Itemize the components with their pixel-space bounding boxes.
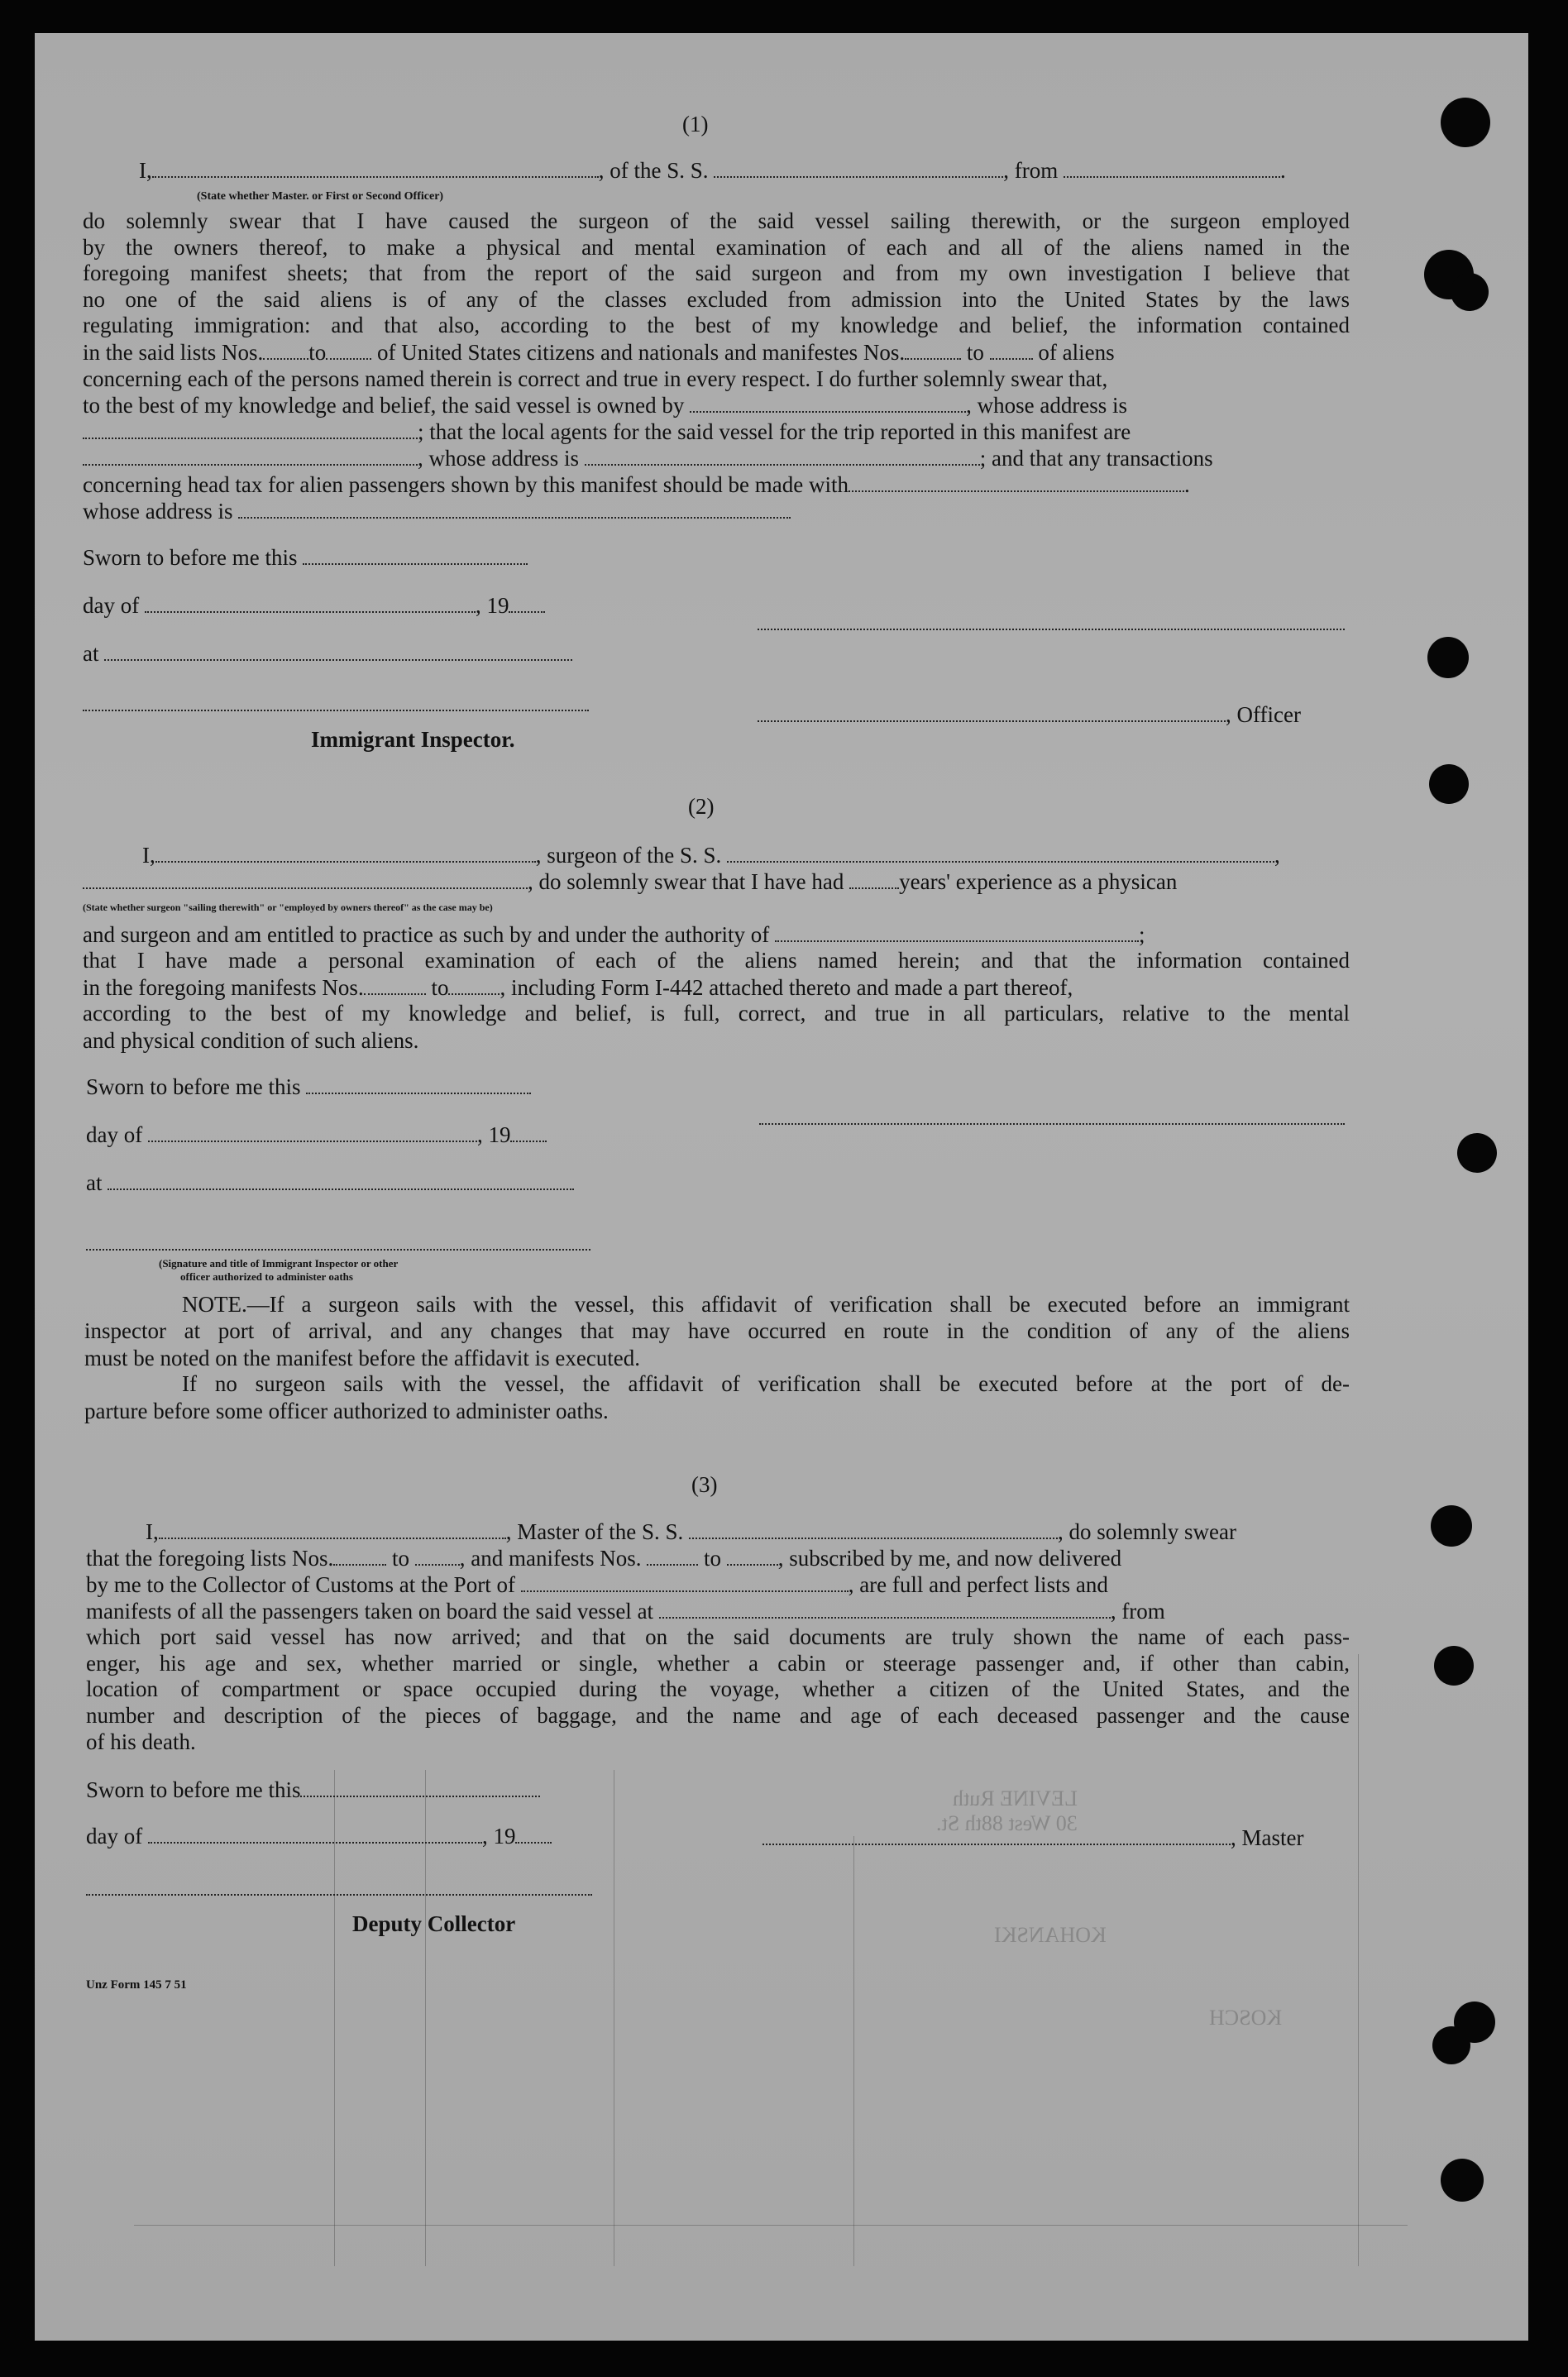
collector-signature-line[interactable] <box>86 1894 592 1896</box>
owner-field[interactable] <box>690 395 966 413</box>
punch-hole <box>1431 1505 1472 1547</box>
whose-address-line <box>83 498 791 524</box>
body-line: of his death. <box>86 1729 196 1754</box>
section-1-number: (1) <box>682 112 709 136</box>
text: , 19 <box>481 1824 516 1849</box>
body-line: which port said vessel has now arrived; and that on the said documents are truly shown the name of each pass- <box>86 1624 1350 1649</box>
manifest-from-field[interactable] <box>647 1547 698 1566</box>
section-3-line-2 <box>86 1545 1121 1571</box>
body-line: concerning each of the persons named therein is correct and true in every respect. I do further solemnly swear that, <box>83 366 1108 391</box>
agents-line <box>83 418 1131 445</box>
body-line: number and description of the pieces of baggage, and the name and age of each deceased passenger and the cause <box>86 1702 1350 1728</box>
day-of-line <box>86 1823 552 1849</box>
text: that the foregoing lists Nos. <box>86 1546 334 1571</box>
at-field[interactable] <box>108 1172 574 1190</box>
immigrant-inspector-label: Immigrant Inspector. <box>311 727 515 752</box>
day-of-line <box>83 592 545 619</box>
text: , do solemnly swear <box>1057 1519 1236 1544</box>
owned-line <box>83 392 1127 418</box>
text: Sworn to before me this <box>86 1777 301 1802</box>
signature-line[interactable] <box>758 629 1345 630</box>
text: of United States citizens and nationals and manifestes Nos. <box>377 340 906 365</box>
text: at <box>86 1170 103 1195</box>
form-number: Unz Form 145 7 51 <box>86 1978 187 1992</box>
section-3-line-1 <box>146 1519 1236 1545</box>
years-experience-field[interactable] <box>849 871 899 889</box>
authority-field[interactable] <box>775 924 1139 942</box>
body-line: enger, his age and sex, whether married or single, whether a cabin or steerage passenger and, if other than cabin, <box>86 1650 1350 1676</box>
sworn-date-field[interactable] <box>306 1076 531 1094</box>
body-line: by the owners thereof, to make a physical and mental examination of each and all of the aliens named in the <box>83 234 1350 260</box>
day-of-line <box>86 1122 547 1148</box>
text: , surgeon of the S. S. <box>535 843 722 868</box>
punch-hole <box>1451 273 1489 311</box>
text: to <box>703 1546 721 1571</box>
note-line: NOTE.—If a surgeon sails with the vessel, this affidavit of verification shall be executed before an immigrant <box>182 1292 1350 1317</box>
manifest-from-field[interactable] <box>905 342 961 360</box>
at-field[interactable] <box>104 643 572 661</box>
list-from-field[interactable] <box>263 342 308 360</box>
text: , 19 <box>475 593 509 618</box>
text: ; that the local agents for the said vessel for the trip reported in this manifest are <box>418 419 1131 444</box>
surgeon-status-field[interactable] <box>83 871 528 889</box>
master-signature-field[interactable] <box>762 1827 1231 1845</box>
vessel-name-field[interactable] <box>714 160 1003 178</box>
address-line <box>83 445 1213 471</box>
officer-note: (State whether Master. or First or Second Officer) <box>197 190 444 203</box>
note-paragraph-1b <box>84 1318 1350 1345</box>
headtax-contact-field[interactable] <box>849 474 1184 492</box>
at-line <box>83 640 572 667</box>
sworn-date-field[interactable] <box>303 547 528 565</box>
text: Sworn to before me this <box>86 1074 301 1099</box>
text: by me to the Collector of Customs at the Port of <box>86 1572 515 1597</box>
sworn-line <box>86 1074 531 1100</box>
text: to <box>966 340 984 365</box>
master-signature-line <box>762 1825 1303 1851</box>
text: , whose address is <box>418 446 579 471</box>
section-2-body <box>83 948 1350 974</box>
note-paragraph-2 <box>84 1371 1350 1398</box>
at-line <box>86 1169 574 1196</box>
headtax-address-field[interactable] <box>238 500 791 519</box>
bleed-through-text: LEVINE Ruth <box>953 1786 1078 1810</box>
body-line: foregoing manifest sheets; that from the report of the said surgeon and from my own investigation I believe that <box>83 261 1350 285</box>
text: to <box>391 1546 409 1571</box>
list-from-field[interactable] <box>333 1547 386 1566</box>
bleed-through-line <box>134 2225 1408 2226</box>
deputy-collector-label: Deputy Collector <box>352 1911 516 1936</box>
sworn-date-field[interactable] <box>300 1779 540 1797</box>
text: I, <box>142 843 155 868</box>
text: , including Form I-442 attached thereto and made a part thereof, <box>500 975 1073 1000</box>
note-line: inspector at port of arrival, and any changes that may have occurred en route in the condition of any of the aliens <box>84 1318 1350 1343</box>
section-2-body-2 <box>83 1001 1350 1027</box>
section-1-line-1: I, , of the S. S. , from . <box>139 158 1286 183</box>
signature-note-2: officer authorized to administer oaths <box>180 1270 353 1283</box>
text-of-ss: , of the S. S. <box>598 158 709 183</box>
bleed-through-line <box>853 1836 854 2266</box>
text: day of <box>83 593 140 618</box>
text: ; and that any transactions <box>979 446 1213 471</box>
bleed-through-text: KOHANSKI <box>994 1923 1107 1947</box>
officer-signature-line <box>758 701 1301 728</box>
headtax-line: concerning head tax for alien passengers shown by this manifest should be made with . <box>83 472 1190 497</box>
text: to <box>431 975 449 1000</box>
agents-field[interactable] <box>83 447 418 466</box>
text: concerning head tax for alien passengers shown by this manifest should be made with <box>83 472 849 497</box>
punch-hole <box>1429 764 1469 804</box>
embarkation-port-field[interactable] <box>659 1600 1111 1619</box>
text: at <box>83 641 99 666</box>
year-field[interactable] <box>509 595 545 613</box>
punch-hole <box>1434 1646 1474 1686</box>
text: , 19 <box>476 1122 511 1147</box>
text: , are full and perfect lists and <box>848 1572 1108 1597</box>
text: day of <box>86 1122 143 1147</box>
surgeon-signature-line[interactable] <box>759 1123 1345 1125</box>
year-field[interactable] <box>515 1825 552 1844</box>
section-3-number: (3) <box>691 1472 718 1497</box>
text: in the said lists Nos. <box>83 340 264 365</box>
text: of aliens <box>1038 340 1115 365</box>
text: Sworn to before me this <box>83 545 298 570</box>
surgeon-name-field[interactable] <box>155 844 536 863</box>
text: , from <box>1110 1599 1165 1624</box>
punch-hole <box>1457 1133 1497 1173</box>
agents-address-field[interactable] <box>585 447 980 466</box>
text: , Master of the S. S. <box>505 1519 684 1544</box>
text: , and manifests Nos. <box>459 1546 642 1571</box>
text-from: , from <box>1003 158 1059 183</box>
year-field[interactable] <box>510 1124 547 1142</box>
inspector-signature-line[interactable] <box>86 1249 590 1251</box>
manifest-to-field[interactable] <box>727 1547 778 1566</box>
day-of-field[interactable] <box>145 595 476 613</box>
body-line: that I have made a personal examination of each of the aliens named herein; and that the information contained <box>83 948 1350 973</box>
text: years' experience as a physican <box>899 869 1178 894</box>
section-2-line-2 <box>83 868 1177 895</box>
punch-hole <box>1441 2159 1484 2202</box>
port-field[interactable] <box>521 1574 849 1592</box>
note-line: If no surgeon sails with the vessel, the affidavit of verification shall be executed before at the port of de- <box>182 1371 1350 1396</box>
section-2-line-1 <box>142 842 1280 868</box>
body-line: and physical condition of such aliens. <box>83 1028 419 1053</box>
list-to-field[interactable] <box>326 342 371 360</box>
text: , subscribed by me, and now delivered <box>777 1546 1122 1571</box>
surgeon-vessel-field[interactable] <box>727 844 1274 863</box>
text: , do solemnly swear that I have had <box>528 869 844 894</box>
day-of-field[interactable] <box>148 1825 482 1844</box>
inspector-signature-line[interactable] <box>83 710 589 711</box>
authority-line: and surgeon and am entitled to practice as such by and under the authority of ; <box>83 922 1145 947</box>
section-2-number: (2) <box>688 794 715 819</box>
section-3-line-3 <box>86 1571 1108 1598</box>
lists-line <box>83 339 1115 366</box>
section-1-body <box>83 208 1350 339</box>
owner-address-field[interactable] <box>83 421 418 439</box>
from-port-field[interactable] <box>1064 160 1280 178</box>
text: , Master <box>1231 1825 1304 1850</box>
text: whose address is <box>83 499 233 524</box>
sworn-line <box>86 1777 540 1803</box>
body-line: do solemnly swear that I have caused the surgeon of the said vessel sailing therewith, or the surgeon employed <box>83 208 1350 233</box>
sworn-line <box>83 544 528 571</box>
text: day of <box>86 1824 143 1849</box>
body-line: no one of the said aliens is of any of the classes excluded from admission into the United States by the laws <box>83 286 1350 312</box>
punch-hole <box>1432 2026 1470 2064</box>
body-line: location of compartment or space occupied during the voyage, whether a citizen of the United States, and the <box>86 1676 1350 1701</box>
note-paragraph-1 <box>84 1292 1350 1318</box>
form-page <box>35 33 1528 2341</box>
punch-hole <box>1441 98 1490 147</box>
manifest-from-field[interactable] <box>364 977 426 995</box>
signature-note-1: (Signature and title of Immigrant Inspector or other <box>159 1257 399 1270</box>
text: manifests of all the passengers taken on board the said vessel at <box>86 1599 654 1624</box>
text: , Officer <box>1226 702 1301 727</box>
bleed-through-text: KOSCH <box>1209 2006 1283 2030</box>
body-line: according to the best of my knowledge and belief, is full, correct, and true in all particulars, relative to the mental <box>83 1001 1350 1026</box>
body-line: regulating immigration: and that also, according to the best of my knowledge and belief, the information contained <box>83 313 1350 337</box>
officer-signature-field[interactable] <box>758 704 1226 722</box>
surgeon-note: (State whether surgeon "sailing therewith" or "employed by owners thereof" as the case may be) <box>83 902 493 913</box>
text: , whose address is <box>966 393 1128 418</box>
section-3-line-4 <box>86 1598 1165 1624</box>
punch-hole <box>1427 637 1469 678</box>
note-line: parture before some officer authorized to administer oaths. <box>84 1399 609 1423</box>
note-line: must be noted on the manifest before the affidavit is executed. <box>84 1346 641 1370</box>
section-3-body <box>86 1624 1350 1729</box>
manifests-line <box>83 974 1073 1001</box>
text-i: I, <box>139 158 152 183</box>
text: I, <box>146 1519 159 1544</box>
bleed-through-text: 30 West 88th St. <box>936 1811 1078 1835</box>
master-name-field[interactable] <box>159 1521 506 1539</box>
manifest-to-field[interactable] <box>990 342 1033 360</box>
officer-name-field[interactable] <box>152 160 599 178</box>
text: in the foregoing manifests Nos. <box>83 975 364 1000</box>
text: to the best of my knowledge and belief, the said vessel is owned by <box>83 393 685 418</box>
bleed-through-line <box>1358 1654 1359 2266</box>
list-to-field[interactable] <box>415 1547 460 1566</box>
text: and surgeon and am entitled to practice as such by and under the authority of <box>83 922 770 947</box>
text: to <box>308 340 327 365</box>
text: , <box>1274 843 1280 868</box>
manifest-to-field[interactable] <box>448 977 500 995</box>
master-vessel-field[interactable] <box>689 1521 1058 1539</box>
day-of-field[interactable] <box>148 1124 477 1142</box>
